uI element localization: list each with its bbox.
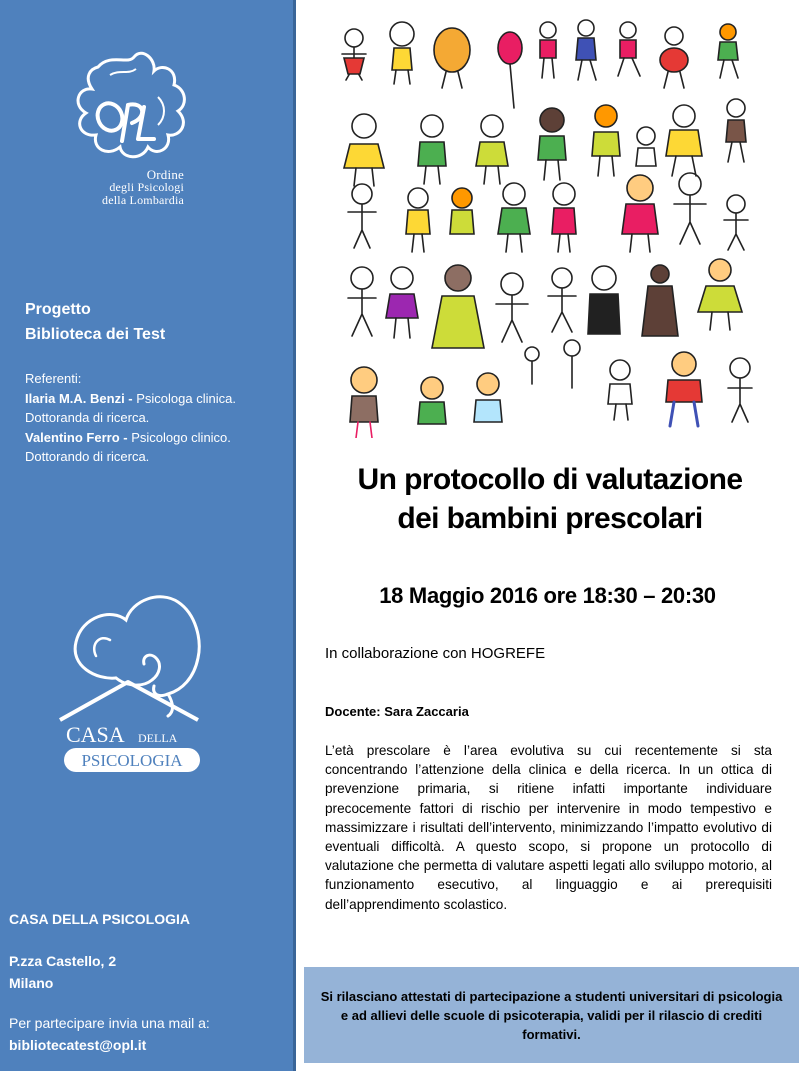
referente-1-name: Ilaria M.A. Benzi - bbox=[25, 390, 137, 406]
address-block bbox=[9, 908, 289, 1056]
project-title-line2: Biblioteca dei Test bbox=[25, 326, 166, 343]
collaboration-note: In collaborazione con HOGREFE bbox=[325, 645, 546, 662]
referente-1-note: Dottoranda di ricerca. bbox=[25, 410, 150, 425]
referente-2 bbox=[25, 428, 287, 448]
venue-street: P.zza Castello, 2 bbox=[9, 953, 117, 969]
casa-logo-word3: PSICOLOGIA bbox=[81, 751, 183, 770]
opl-logo-line2: degli Psicologi bbox=[109, 180, 184, 194]
teacher-name: Docente: Sara Zaccaria bbox=[325, 704, 469, 719]
casa-logo-word2: DELLA bbox=[138, 731, 178, 745]
children-drawings-illustration bbox=[334, 8, 764, 438]
referente-2-name: Valentino Ferro - bbox=[25, 429, 132, 445]
opl-logo-line1: Ordine bbox=[146, 167, 184, 182]
opl-logo-text bbox=[60, 168, 184, 207]
sidebar bbox=[0, 0, 293, 1071]
certificate-notice-text: Si rilasciano attestati di partecipazione a studenti universitari di psicologia e ad allievi delle scuole di psicoterapia, validi per il rilascio di crediti formativi. bbox=[320, 989, 783, 1042]
project-title-line1: Progetto bbox=[25, 301, 91, 318]
sidebar-divider bbox=[293, 0, 296, 1071]
referenti-label: Referenti: bbox=[25, 371, 82, 386]
opl-logo-line3: della Lombardia bbox=[102, 193, 184, 207]
venue-city: Milano bbox=[9, 975, 54, 991]
event-description: L’età prescolare è l’area evolutiva su cui recentemente si sta concentrando l’attenzione della clinica e della ricerca. In un ottica di prevenzione primaria, si ritiene infatti importante individuare precocemente fattori di rischio per intervenire in modo tempestivo e massimizzare i risultati dell’intervento, minimizzando l’impatto evolutivo di eventuali difficoltà. A questo scopo, si propone un protocollo di valutazione che permetta di valutare aspetti legati allo sviluppo motorio, al funzionamento esecutivo, al linguaggio e ai prerequisiti dell’apprendimento scolastico. bbox=[325, 743, 772, 912]
signup-note: Per partecipare invia una mail a: bbox=[9, 1015, 210, 1031]
referente-1 bbox=[25, 389, 287, 409]
casa-logo-word1: CASA bbox=[66, 722, 125, 747]
casa-della-psicologia-logo-icon bbox=[56, 586, 216, 776]
event-title-line2: dei bambini prescolari bbox=[397, 502, 703, 535]
certificate-notice bbox=[304, 967, 799, 1063]
venue-name: CASA DELLA PSICOLOGIA bbox=[9, 911, 190, 927]
referente-2-role: Psicologo clinico. bbox=[131, 429, 231, 445]
event-title bbox=[315, 460, 785, 538]
event-date: 18 Maggio 2016 ore 18:30 – 20:30 bbox=[379, 583, 716, 608]
project-title bbox=[25, 297, 165, 347]
referenti-block bbox=[25, 369, 287, 467]
signup-email-link[interactable]: bibliotecatest@opl.it bbox=[9, 1037, 147, 1053]
referente-2-note: Dottorando di ricerca. bbox=[25, 449, 150, 464]
referente-1-role: Psicologa clinica. bbox=[136, 390, 236, 406]
event-title-line1: Un protocollo di valutazione bbox=[357, 463, 743, 496]
